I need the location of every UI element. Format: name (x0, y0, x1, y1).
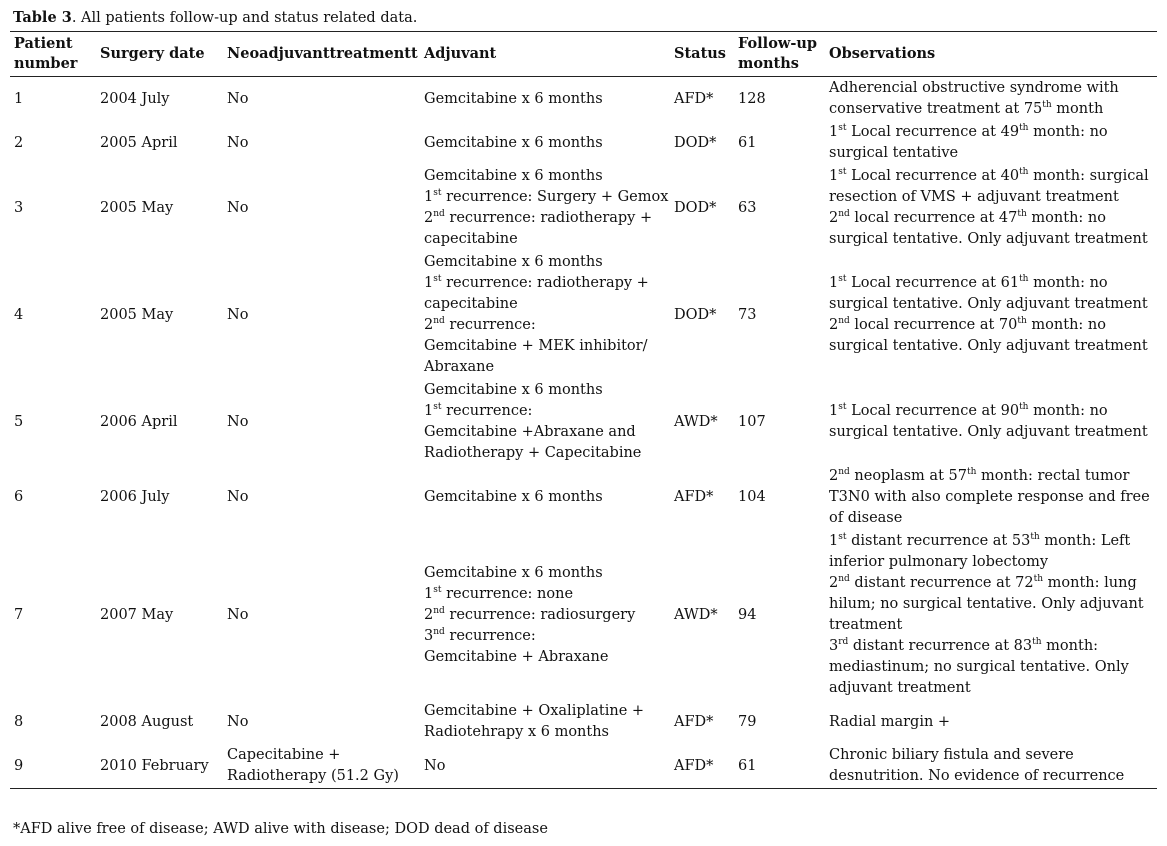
cell-neoadjuvant-line: No (227, 306, 249, 323)
cell-adjuvant-line: Radiotehrapy x 6 months (424, 724, 609, 740)
cell-observations-line: resection of VMS + adjuvant treatment (829, 189, 1119, 205)
cell-follow-up-line: 79 (738, 713, 757, 730)
cell-patient-number (10, 121, 96, 165)
cell-adjuvant-line: 1st recurrence: radiotherapy + (424, 274, 649, 291)
cell-observations-line: of disease (829, 510, 903, 526)
cell-observations (825, 530, 1157, 700)
cell-neoadjuvant (223, 379, 420, 465)
cell-observations-line: surgical tentative. Only adjuvant treatment (829, 296, 1148, 312)
cell-adjuvant-line: Radiotherapy + Capecitabine (424, 445, 642, 461)
table-row (10, 744, 1157, 789)
cell-patient-number (10, 77, 96, 122)
cell-patient-number (10, 465, 96, 530)
cell-adjuvant (420, 700, 670, 744)
cell-surgery-date (96, 530, 223, 700)
cell-neoadjuvant (223, 530, 420, 700)
cell-patient-number (10, 700, 96, 744)
cell-adjuvant-line: 1st recurrence: none (424, 584, 574, 602)
cell-adjuvant-line: 2nd recurrence: (424, 316, 536, 333)
table-row (10, 77, 1157, 122)
cell-status-line: DOD* (674, 199, 717, 216)
cell-adjuvant (420, 165, 670, 251)
cell-follow-up-line: 128 (738, 90, 766, 107)
cell-observations-line: mediastinum; no surgical tentative. Only (829, 659, 1129, 675)
cell-adjuvant-line: Gemcitabine + Abraxane (424, 648, 609, 665)
cell-status-line: DOD* (674, 306, 717, 323)
cell-observations-line: desnutrition. No evidence of recurrence (829, 768, 1125, 784)
header-patient-number: Patient number (10, 32, 96, 77)
cell-observations (825, 379, 1157, 465)
table-caption-text: . All patients follow-up and status related data. (71, 10, 418, 26)
cell-neoadjuvant (223, 465, 420, 530)
cell-status-line: AFD* (674, 489, 714, 505)
cell-observations-line: adjuvant treatment (829, 680, 971, 696)
cell-observations-line: treatment (829, 617, 903, 633)
cell-adjuvant-line: 3nd recurrence: (424, 626, 536, 644)
cell-surgery-date (96, 251, 223, 379)
cell-status (670, 379, 734, 465)
cell-adjuvant (420, 379, 670, 465)
cell-follow-up-line: 94 (738, 606, 757, 623)
cell-neoadjuvant-line: No (227, 134, 249, 151)
cell-follow-up (734, 251, 825, 379)
cell-observations (825, 465, 1157, 530)
cell-patient-number-line: 8 (14, 713, 24, 730)
cell-observations-line: 2nd local recurrence at 47th month: no (829, 209, 1106, 226)
cell-observations (825, 165, 1157, 251)
cell-follow-up-line: 104 (738, 489, 766, 505)
cell-adjuvant-line: Gemcitabine x 6 months (424, 90, 603, 107)
table-body (10, 77, 1157, 789)
cell-adjuvant-line: Gemcitabine x 6 months (424, 134, 603, 151)
cell-patient-number-line: 2 (14, 134, 24, 151)
header-surgery-date: Surgery date (96, 32, 223, 77)
cell-follow-up (734, 379, 825, 465)
cell-observations-line: 3rd distant recurrence at 83th month: (829, 637, 1099, 654)
cell-follow-up (734, 700, 825, 744)
table-row (10, 530, 1157, 700)
cell-patient-number-line: 5 (14, 413, 24, 430)
cell-neoadjuvant (223, 121, 420, 165)
cell-status (670, 121, 734, 165)
table-row (10, 165, 1157, 251)
cell-patient-number-line: 7 (14, 606, 24, 623)
cell-observations (825, 251, 1157, 379)
table-header-row (10, 32, 1157, 77)
patients-table (10, 31, 1157, 789)
cell-status (670, 251, 734, 379)
cell-patient-number-line: 3 (14, 199, 24, 216)
cell-observations-line: Radial margin + (829, 713, 951, 730)
header-follow-up: Follow-up months (734, 32, 825, 77)
cell-adjuvant-line: Gemcitabine + Oxaliplatine + (424, 703, 645, 719)
cell-adjuvant-line: 1st recurrence: (424, 402, 533, 419)
cell-adjuvant (420, 530, 670, 700)
cell-status-line: AWD* (674, 606, 718, 623)
cell-adjuvant (420, 251, 670, 379)
cell-status (670, 700, 734, 744)
cell-adjuvant (420, 465, 670, 530)
cell-neoadjuvant-line: Capecitabine + (227, 747, 341, 763)
cell-patient-number (10, 251, 96, 379)
cell-observations-line: Adherencial obstructive syndrome with (829, 80, 1119, 96)
cell-status-line: AWD* (674, 413, 718, 430)
cell-follow-up (734, 165, 825, 251)
cell-patient-number-line: 4 (14, 306, 24, 323)
cell-observations-line: 1st distant recurrence at 53th month: Left (829, 532, 1131, 549)
cell-patient-number (10, 744, 96, 789)
cell-status-line: DOD* (674, 134, 717, 151)
cell-adjuvant (420, 121, 670, 165)
cell-surgery-date (96, 165, 223, 251)
cell-surgery-date-line: 2007 May (100, 606, 174, 623)
cell-adjuvant (420, 744, 670, 789)
cell-observations (825, 77, 1157, 122)
cell-observations (825, 121, 1157, 165)
cell-follow-up-line: 61 (738, 757, 757, 774)
cell-status (670, 744, 734, 789)
cell-observations-line: 1st Local recurrence at 40th month: surgical (829, 167, 1149, 184)
cell-follow-up (734, 121, 825, 165)
cell-surgery-date-line: 2010 February (100, 757, 209, 774)
cell-neoadjuvant-line: No (227, 90, 249, 107)
cell-surgery-date-line: 2005 May (100, 199, 174, 216)
cell-adjuvant (420, 77, 670, 122)
header-neoadjuvant: Neoadjuvanttreatmentt (223, 32, 420, 77)
cell-neoadjuvant-line: No (227, 713, 249, 730)
cell-patient-number (10, 165, 96, 251)
cell-neoadjuvant (223, 165, 420, 251)
cell-patient-number (10, 379, 96, 465)
cell-neoadjuvant-line: No (227, 606, 249, 623)
cell-surgery-date-line: 2005 April (100, 134, 178, 151)
table-row (10, 251, 1157, 379)
cell-adjuvant-line: capecitabine (424, 296, 518, 312)
cell-neoadjuvant-line: No (227, 489, 249, 505)
cell-surgery-date-line: 2005 May (100, 306, 174, 323)
cell-observations-line: surgical tentative. Only adjuvant treatment (829, 338, 1148, 354)
table-row (10, 465, 1157, 530)
cell-follow-up-line: 107 (738, 413, 766, 430)
cell-follow-up (734, 465, 825, 530)
cell-neoadjuvant-line: Radiotherapy (51.2 Gy) (227, 768, 399, 784)
cell-surgery-date (96, 121, 223, 165)
cell-adjuvant-line: 2nd recurrence: radiosurgery (424, 605, 636, 623)
table-caption-label: Table 3 (13, 9, 72, 26)
cell-adjuvant-line: Gemcitabine x 6 months (424, 254, 603, 270)
table-caption (13, 8, 417, 28)
cell-adjuvant-line: 2nd recurrence: radiotherapy + (424, 209, 653, 226)
cell-adjuvant-line: Gemcitabine x 6 months (424, 382, 603, 398)
header-adjuvant: Adjuvant (420, 32, 670, 77)
cell-observations-line: surgical tentative (829, 145, 959, 161)
cell-adjuvant-line: Gemcitabine x 6 months (424, 168, 603, 184)
cell-follow-up (734, 744, 825, 789)
cell-patient-number-line: 1 (14, 90, 24, 107)
cell-follow-up (734, 530, 825, 700)
cell-patient-number-line: 9 (14, 757, 24, 774)
cell-adjuvant-line: Gemcitabine x 6 months (424, 489, 603, 505)
cell-surgery-date-line: 2006 April (100, 413, 178, 430)
cell-surgery-date-line: 2008 August (100, 713, 194, 730)
table-row (10, 379, 1157, 465)
cell-status-line: AFD* (674, 713, 714, 730)
cell-observations (825, 700, 1157, 744)
table-row (10, 700, 1157, 744)
cell-observations-line: inferior pulmonary lobectomy (829, 554, 1049, 570)
cell-status (670, 465, 734, 530)
table-footnote: *AFD alive free of disease; AWD alive with disease; DOD dead of disease (13, 821, 548, 837)
cell-neoadjuvant (223, 700, 420, 744)
cell-surgery-date (96, 379, 223, 465)
header-status: Status (670, 32, 734, 77)
cell-status-line: AFD* (674, 757, 714, 774)
cell-status (670, 530, 734, 700)
cell-neoadjuvant (223, 77, 420, 122)
cell-status-line: AFD* (674, 90, 714, 107)
cell-surgery-date (96, 465, 223, 530)
cell-observations-line: T3N0 with also complete response and free (829, 489, 1150, 505)
cell-surgery-date-line: 2004 July (100, 90, 170, 107)
cell-adjuvant-line: Gemcitabine +Abraxane and (424, 424, 636, 440)
cell-neoadjuvant-line: No (227, 199, 249, 216)
cell-adjuvant-line: capecitabine (424, 231, 518, 247)
cell-observations (825, 744, 1157, 789)
cell-surgery-date-line: 2006 July (100, 489, 170, 505)
cell-observations-line: 1st Local recurrence at 49th month: no (829, 123, 1108, 140)
cell-surgery-date (96, 700, 223, 744)
cell-adjuvant-line: No (424, 757, 446, 774)
cell-neoadjuvant (223, 744, 420, 789)
cell-neoadjuvant-line: No (227, 413, 249, 430)
cell-patient-number-line: 6 (14, 489, 24, 505)
cell-patient-number (10, 530, 96, 700)
cell-observations-line: Chronic biliary fistula and severe (829, 747, 1074, 763)
header-observations: Observations (825, 32, 1157, 77)
cell-observations-line: surgical tentative. Only adjuvant treatment (829, 424, 1148, 440)
cell-status (670, 165, 734, 251)
cell-observations-line: conservative treatment at 75th month (829, 100, 1104, 117)
cell-adjuvant-line: Gemcitabine x 6 months (424, 564, 603, 581)
cell-observations-line: 2nd local recurrence at 70th month: no (829, 316, 1106, 333)
cell-adjuvant-line: 1st recurrence: Surgery + Gemox (424, 188, 669, 205)
cell-follow-up-line: 63 (738, 199, 757, 216)
cell-adjuvant-line: Abraxane (424, 359, 495, 375)
cell-adjuvant-line: Gemcitabine + MEK inhibitor/ (424, 338, 648, 354)
cell-observations-line: 2nd distant recurrence at 72th month: lung (829, 574, 1137, 591)
cell-surgery-date (96, 744, 223, 789)
cell-status (670, 77, 734, 122)
cell-observations-line: 2nd neoplasm at 57th month: rectal tumor (829, 467, 1130, 484)
cell-follow-up (734, 77, 825, 122)
cell-observations-line: surgical tentative. Only adjuvant treatment (829, 231, 1148, 247)
cell-surgery-date (96, 77, 223, 122)
cell-follow-up-line: 61 (738, 134, 757, 151)
cell-observations-line: hilum; no surgical tentative. Only adjuvant (829, 596, 1144, 612)
table-row (10, 121, 1157, 165)
cell-observations-line: 1st Local recurrence at 61th month: no (829, 274, 1108, 291)
cell-follow-up-line: 73 (738, 306, 757, 323)
cell-observations-line: 1st Local recurrence at 90th month: no (829, 402, 1108, 419)
cell-neoadjuvant (223, 251, 420, 379)
